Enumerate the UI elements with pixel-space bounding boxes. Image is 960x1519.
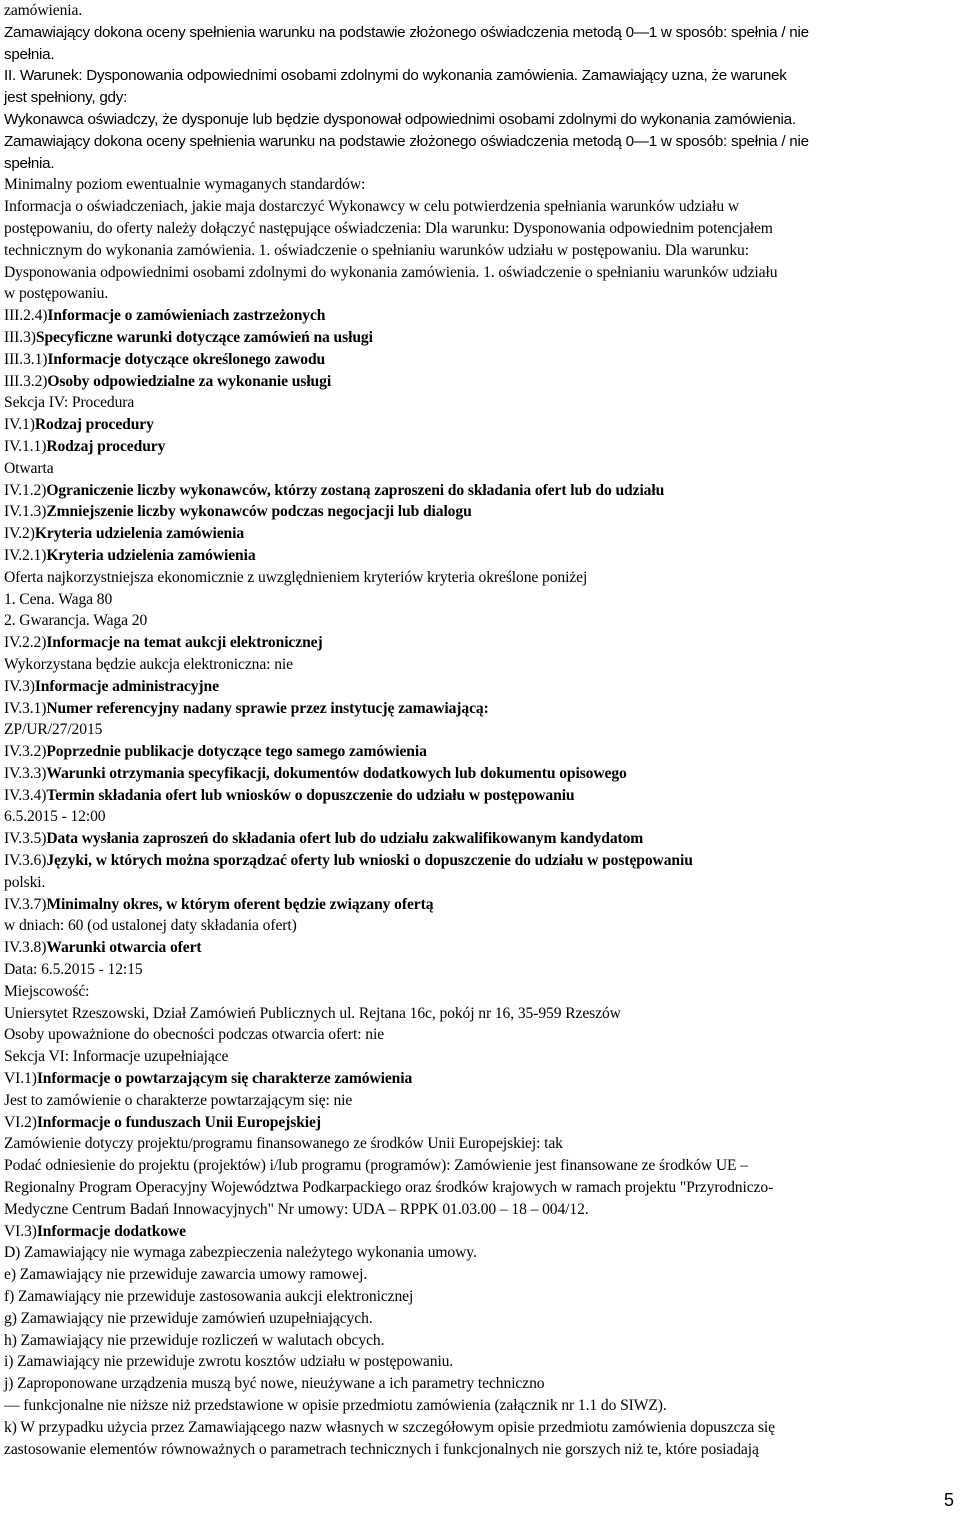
- section-heading: Rodzaj procedury: [46, 437, 166, 455]
- text-line: [4, 610, 954, 632]
- text-line: [4, 458, 954, 480]
- text-line: [4, 719, 954, 741]
- text-line: [4, 131, 954, 153]
- text-line: [4, 283, 954, 305]
- text-line: [4, 218, 954, 240]
- line-text: k) W przypadku użycia przez Zamawiającego nazw własnych w szczegółowym opisie przedmiotu zamówienia dopuszcza się: [4, 1418, 775, 1436]
- section-heading: Informacje o powtarzającym się charakterze zamówienia: [36, 1070, 413, 1088]
- text-line: [4, 806, 954, 828]
- line-text: IV.1.1): [4, 437, 47, 455]
- text-line: [4, 981, 954, 1003]
- line-text: Medyczne Centrum Badań Innowacyjnych" Nr umowy: UDA – RPPK 01.03.00 – 18 – 004/12.: [4, 1200, 589, 1218]
- text-line: [4, 959, 954, 981]
- text-line: [4, 1286, 954, 1308]
- text-line: [4, 1133, 954, 1155]
- line-text: IV.2): [4, 525, 35, 543]
- text-line: [4, 174, 954, 196]
- line-text: II. Warunek: Dysponowania odpowiednimi osobami zdolnymi do wykonania zamówienia. Zamawiający uzna, że warunek: [4, 67, 787, 85]
- document-page: [4, 0, 954, 1460]
- section-heading: Zmniejszenie liczby wykonawców podczas negocjacji lub dialogu: [46, 503, 472, 521]
- text-line: [4, 262, 954, 284]
- text-line: [4, 872, 954, 894]
- text-line: [4, 698, 954, 720]
- line-text: h) Zamawiający nie przewiduje rozliczeń w walutach obcych.: [4, 1331, 385, 1349]
- page-number: 5: [943, 1490, 954, 1510]
- line-text: III.3.2): [4, 372, 48, 390]
- section-heading: Języki, w których można sporządzać oferty lub wnioski o dopuszczenie do udziału w postępowaniu: [46, 852, 693, 870]
- line-text: 1. Cena. Waga 80: [4, 590, 113, 608]
- line-text: w postępowaniu.: [4, 285, 109, 303]
- text-line: [4, 894, 954, 916]
- line-text: f) Zamawiający nie przewiduje zastosowania aukcji elektronicznej: [4, 1288, 414, 1306]
- text-line: [4, 785, 954, 807]
- line-text: IV.3): [4, 677, 35, 695]
- line-text: IV.3.3): [4, 764, 47, 782]
- line-text: Podać odniesienie do projektu (projektów) i/lub programu (programów): Zamówienie jest finansowane ze środków UE –: [4, 1157, 748, 1175]
- line-text: j) Zaproponowane urządzenia muszą być nowe, nieużywane a ich parametry techniczno: [4, 1375, 545, 1393]
- line-text: IV.3.1): [4, 699, 47, 717]
- text-line: [4, 1439, 954, 1461]
- text-line: [4, 1112, 954, 1134]
- section-heading: Rodzaj procedury: [34, 416, 154, 434]
- line-text: Wykonawca oświadczy, że dysponuje lub będzie dysponował odpowiednimi osobami zdolnymi do wykonania zamówienia.: [4, 110, 796, 128]
- line-text: Otwarta: [4, 459, 54, 477]
- section-heading: Kryteria udzielenia zamówienia: [34, 525, 245, 543]
- text-line: [4, 1221, 954, 1243]
- line-text: III.3.1): [4, 350, 48, 368]
- section-heading: Warunki otwarcia ofert: [46, 939, 202, 957]
- text-line: [4, 22, 954, 44]
- text-line: [4, 1177, 954, 1199]
- text-line: [4, 305, 954, 327]
- line-text: Jest to zamówienie o charakterze powtarzającym się: nie: [4, 1091, 353, 1109]
- line-text: Zamawiający dokona oceny spełnienia warunku na podstawie złożonego oświadczenia metodą 0—1 w sposób: spełnia / nie: [4, 23, 809, 41]
- section-heading: Kryteria udzielenia zamówienia: [46, 546, 256, 564]
- section-heading: Informacje administracyjne: [34, 677, 219, 695]
- line-text: Dysponowania odpowiednimi osobami zdolnymi do wykonania zamówienia. 1. oświadczenie o spełnianiu warunków udziału: [4, 263, 778, 281]
- text-line: [4, 741, 954, 763]
- text-line: [4, 676, 954, 698]
- section-heading: Minimalny okres, w którym oferent będzie związany ofertą: [46, 895, 434, 913]
- text-line: [4, 523, 954, 545]
- text-line: [4, 1199, 954, 1221]
- section-heading: Informacje o funduszach Unii Europejskiej: [36, 1113, 321, 1131]
- line-text: Minimalny poziom ewentualnie wymaganych standardów:: [4, 176, 366, 194]
- line-text: Sekcja IV: Procedura: [4, 394, 135, 412]
- section-heading: Informacje na temat aukcji elektronicznej: [46, 634, 323, 652]
- text-line: [4, 414, 954, 436]
- text-line: [4, 240, 954, 262]
- line-text: g) Zamawiający nie przewiduje zamówień uzupełniających.: [4, 1309, 373, 1327]
- line-text: Zamawiający dokona oceny spełnienia warunku na podstawie złożonego oświadczenia metodą 0—1 w sposób: spełnia / nie: [4, 132, 809, 150]
- text-line: [4, 327, 954, 349]
- text-line: [4, 436, 954, 458]
- text-line: [4, 1264, 954, 1286]
- line-text: Miejscowość:: [4, 982, 90, 1000]
- line-text: — funkcjonalne nie niższe niż przedstawione w opisie przedmiotu zamówienia (załącznik nr 1.1 do SIWZ).: [4, 1397, 667, 1414]
- text-line: [4, 850, 954, 872]
- text-line: [4, 937, 954, 959]
- line-text: IV.2.2): [4, 634, 47, 652]
- line-text: D) Zamawiający nie wymaga zabezpieczenia należytego wykonania umowy.: [4, 1244, 477, 1262]
- line-text: VI.2): [4, 1113, 37, 1131]
- section-heading: Warunki otrzymania specyfikacji, dokumentów dodatkowych lub dokumentu opisowego: [46, 764, 627, 782]
- line-text: jest spełniony, gdy:: [4, 89, 128, 107]
- text-line: [4, 1373, 954, 1395]
- text-line: [4, 1330, 954, 1352]
- line-text: i) Zamawiający nie przewiduje zwrotu kosztów udziału w postępowaniu.: [4, 1353, 454, 1371]
- text-line: [4, 392, 954, 414]
- line-text: technicznym do wykonania zamówienia. 1. oświadczenie o spełnianiu warunków udziału w postępowaniu. Dla warunku:: [4, 241, 749, 259]
- text-line: [4, 371, 954, 393]
- text-line: [4, 349, 954, 371]
- section-heading: Numer referencyjny nadany sprawie przez instytucję zamawiającą:: [46, 699, 489, 717]
- section-heading: Data wysłania zaproszeń do składania ofert lub do udziału zakwalifikowanym kandydatom: [46, 830, 644, 848]
- text-line: [4, 1242, 954, 1264]
- line-text: e) Zamawiający nie przewiduje zawarcia umowy ramowej.: [4, 1266, 368, 1284]
- text-line: [4, 632, 954, 654]
- text-line: [4, 1417, 954, 1439]
- text-line: [4, 915, 954, 937]
- line-text: IV.3.5): [4, 830, 47, 848]
- line-text: spełnia.: [4, 45, 55, 63]
- section-heading: Termin składania ofert lub wniosków o dopuszczenie do udziału w postępowaniu: [46, 786, 575, 804]
- line-text: Zamówienie dotyczy projektu/programu finansowanego ze środków Unii Europejskiej: tak: [4, 1135, 563, 1153]
- line-text: Data: 6.5.2015 - 12:15: [4, 961, 143, 979]
- line-text: Informacja o oświadczeniach, jakie maja dostarczyć Wykonawcy w celu potwierdzenia spełniania warunków udziału w: [4, 198, 740, 216]
- text-line: [4, 501, 954, 523]
- line-text: IV.3.8): [4, 939, 47, 957]
- line-text: IV.3.6): [4, 852, 47, 870]
- text-line: [4, 1024, 954, 1046]
- line-text: VI.1): [4, 1070, 37, 1088]
- text-line: [4, 44, 954, 66]
- section-heading: Informacje dodatkowe: [36, 1222, 186, 1240]
- text-line: [4, 1046, 954, 1068]
- text-line: [4, 545, 954, 567]
- text-line: [4, 0, 954, 22]
- line-text: Sekcja VI: Informacje uzupełniające: [4, 1048, 229, 1066]
- text-line: [4, 1003, 954, 1025]
- section-heading: Informacje o zamówieniach zastrzeżonych: [47, 307, 326, 325]
- line-text: IV.3.2): [4, 743, 47, 761]
- line-text: IV.3.7): [4, 895, 47, 913]
- text-line: [4, 1395, 954, 1417]
- text-line: [4, 1090, 954, 1112]
- line-text: IV.1): [4, 416, 35, 434]
- line-text: IV.3.4): [4, 786, 47, 804]
- text-line: [4, 763, 954, 785]
- text-line: [4, 196, 954, 218]
- line-text: w dniach: 60 (od ustalonej daty składania ofert): [4, 917, 297, 935]
- line-text: IV.1.2): [4, 481, 47, 499]
- line-text: IV.1.3): [4, 503, 47, 521]
- text-line: [4, 480, 954, 502]
- line-text: III.2.4): [4, 307, 48, 325]
- section-heading: Ograniczenie liczby wykonawców, którzy zostaną zaproszeni do składania ofert lub do udziału: [46, 481, 665, 499]
- text-line: [4, 1068, 954, 1090]
- section-heading: Specyficzne warunki dotyczące zamówień na usługi: [35, 328, 373, 346]
- line-text: Oferta najkorzystniejsza ekonomicznie z uwzględnieniem kryteriów kryteria określone poniżej: [4, 568, 588, 586]
- text-line: [4, 87, 954, 109]
- text-line: [4, 589, 954, 611]
- line-text: Regionalny Program Operacyjny Województwa Podkarpackiego oraz środków krajowych w ramach projektu "Przyrodniczo-: [4, 1179, 774, 1197]
- line-text: III.3): [4, 328, 36, 346]
- line-text: Wykorzystana będzie aukcja elektroniczna: nie: [4, 655, 293, 673]
- line-text: IV.2.1): [4, 546, 47, 564]
- line-text: 6.5.2015 - 12:00: [4, 808, 106, 826]
- line-text: polski.: [4, 873, 46, 891]
- text-line: [4, 567, 954, 589]
- text-line: [4, 153, 954, 175]
- line-text: 2. Gwarancja. Waga 20: [4, 612, 148, 630]
- line-text: Uniersytet Rzeszowski, Dział Zamówień Publicznych ul. Rejtana 16c, pokój nr 16, 35-959 Rzeszów: [4, 1004, 621, 1022]
- text-line: [4, 1155, 954, 1177]
- line-text: postępowaniu, do oferty należy dołączyć następujące oświadczenia: Dla warunku: Dysponowania odpowiednim potencjałem: [4, 219, 773, 237]
- text-line: [4, 654, 954, 676]
- text-line: [4, 65, 954, 87]
- line-text: zastosowanie elementów równoważnych o parametrach technicznych i funkcjonalnych nie gorszych niż te, które posiadają: [4, 1440, 759, 1458]
- text-line: [4, 109, 954, 131]
- section-heading: Informacje dotyczące określonego zawodu: [47, 350, 326, 368]
- text-line: [4, 1308, 954, 1330]
- section-heading: Osoby odpowiedzialne za wykonanie usługi: [47, 372, 332, 390]
- line-text: VI.3): [4, 1222, 37, 1240]
- text-line: [4, 1351, 954, 1373]
- line-text: zamówienia.: [4, 2, 83, 19]
- line-text: spełnia.: [4, 154, 55, 172]
- line-text: Osoby upoważnione do obecności podczas otwarcia ofert: nie: [4, 1026, 385, 1044]
- section-heading: Poprzednie publikacje dotyczące tego samego zamówienia: [46, 743, 427, 761]
- line-text: ZP/UR/27/2015: [4, 721, 103, 739]
- text-line: [4, 828, 954, 850]
